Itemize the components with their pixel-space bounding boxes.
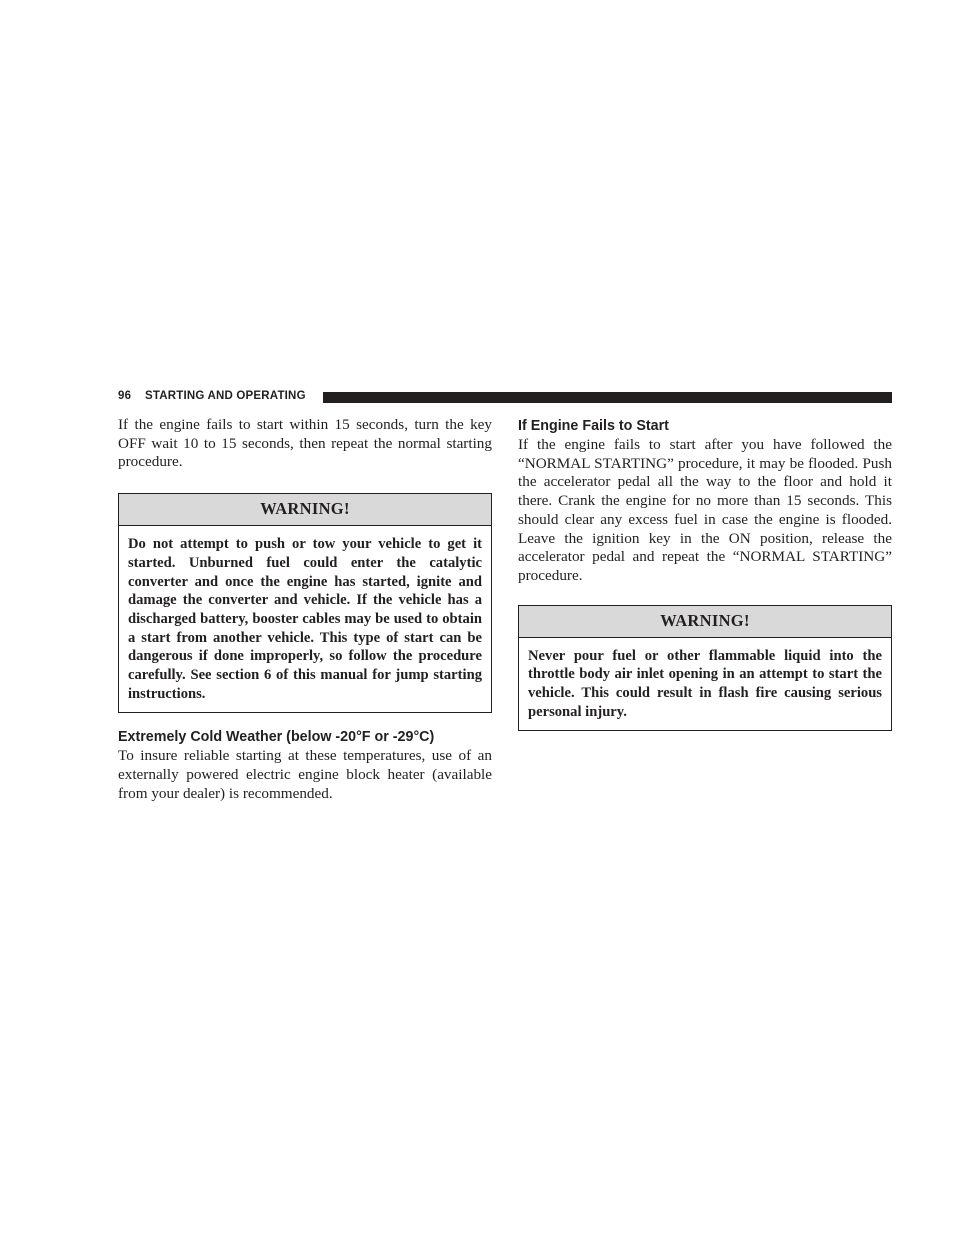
section-title: STARTING AND OPERATING: [145, 390, 306, 402]
warning-box-flammable-liquid: [518, 605, 892, 732]
page-number: 96: [118, 390, 132, 402]
warning-box-push-tow: [118, 493, 492, 713]
fails-to-start-heading: If Engine Fails to Start: [518, 418, 669, 434]
warning-title: WARNING!: [519, 606, 891, 638]
warning-text: Do not attempt to push or tow your vehicle to get it started. Unburned fuel could enter the catalytic converter and once the engine has started, ignite and damage the converter and vehicle. If the vehicle has a discharged battery, booster cables may be used to obtain a start from another vehicle. This type of start can be dangerous if done improperly, so follow the procedure carefully. See section 6 of this manual for jump starting instructions.: [128, 536, 482, 702]
fails-to-start-paragraph: If the engine fails to start after you have followed the “NORMAL STARTING” procedure, it may be flooded. Push the accelerator pedal all the way to the floor and hold it there. Crank the engine for no more than 15 seconds. This should clear any excess fuel in case the engine is flooded. Leave the ignition key in the ON position, release the accelerator pedal and repeat the “NORMAL STARTING” procedure.: [518, 436, 892, 584]
warning-title: WARNING!: [119, 494, 491, 526]
intro-paragraph: If the engine fails to start within 15 seconds, turn the key OFF wait 10 to 15 seconds, then repeat the normal starting procedure.: [118, 416, 492, 471]
cold-weather-heading: Extremely Cold Weather (below -20°F or -29°C): [118, 729, 435, 746]
cold-weather-paragraph: To insure reliable starting at these temperatures, use of an externally powered electric engine block heater (available from your dealer) is recommended.: [118, 747, 492, 802]
warning-text: Never pour fuel or other flammable liquid into the throttle body air inlet opening in an attempt to start the vehicle. This could result in flash fire causing serious personal injury.: [528, 647, 882, 720]
page-header: [118, 389, 892, 405]
right-column: [518, 416, 892, 731]
left-column: [118, 416, 492, 804]
header-rule: [323, 392, 892, 403]
